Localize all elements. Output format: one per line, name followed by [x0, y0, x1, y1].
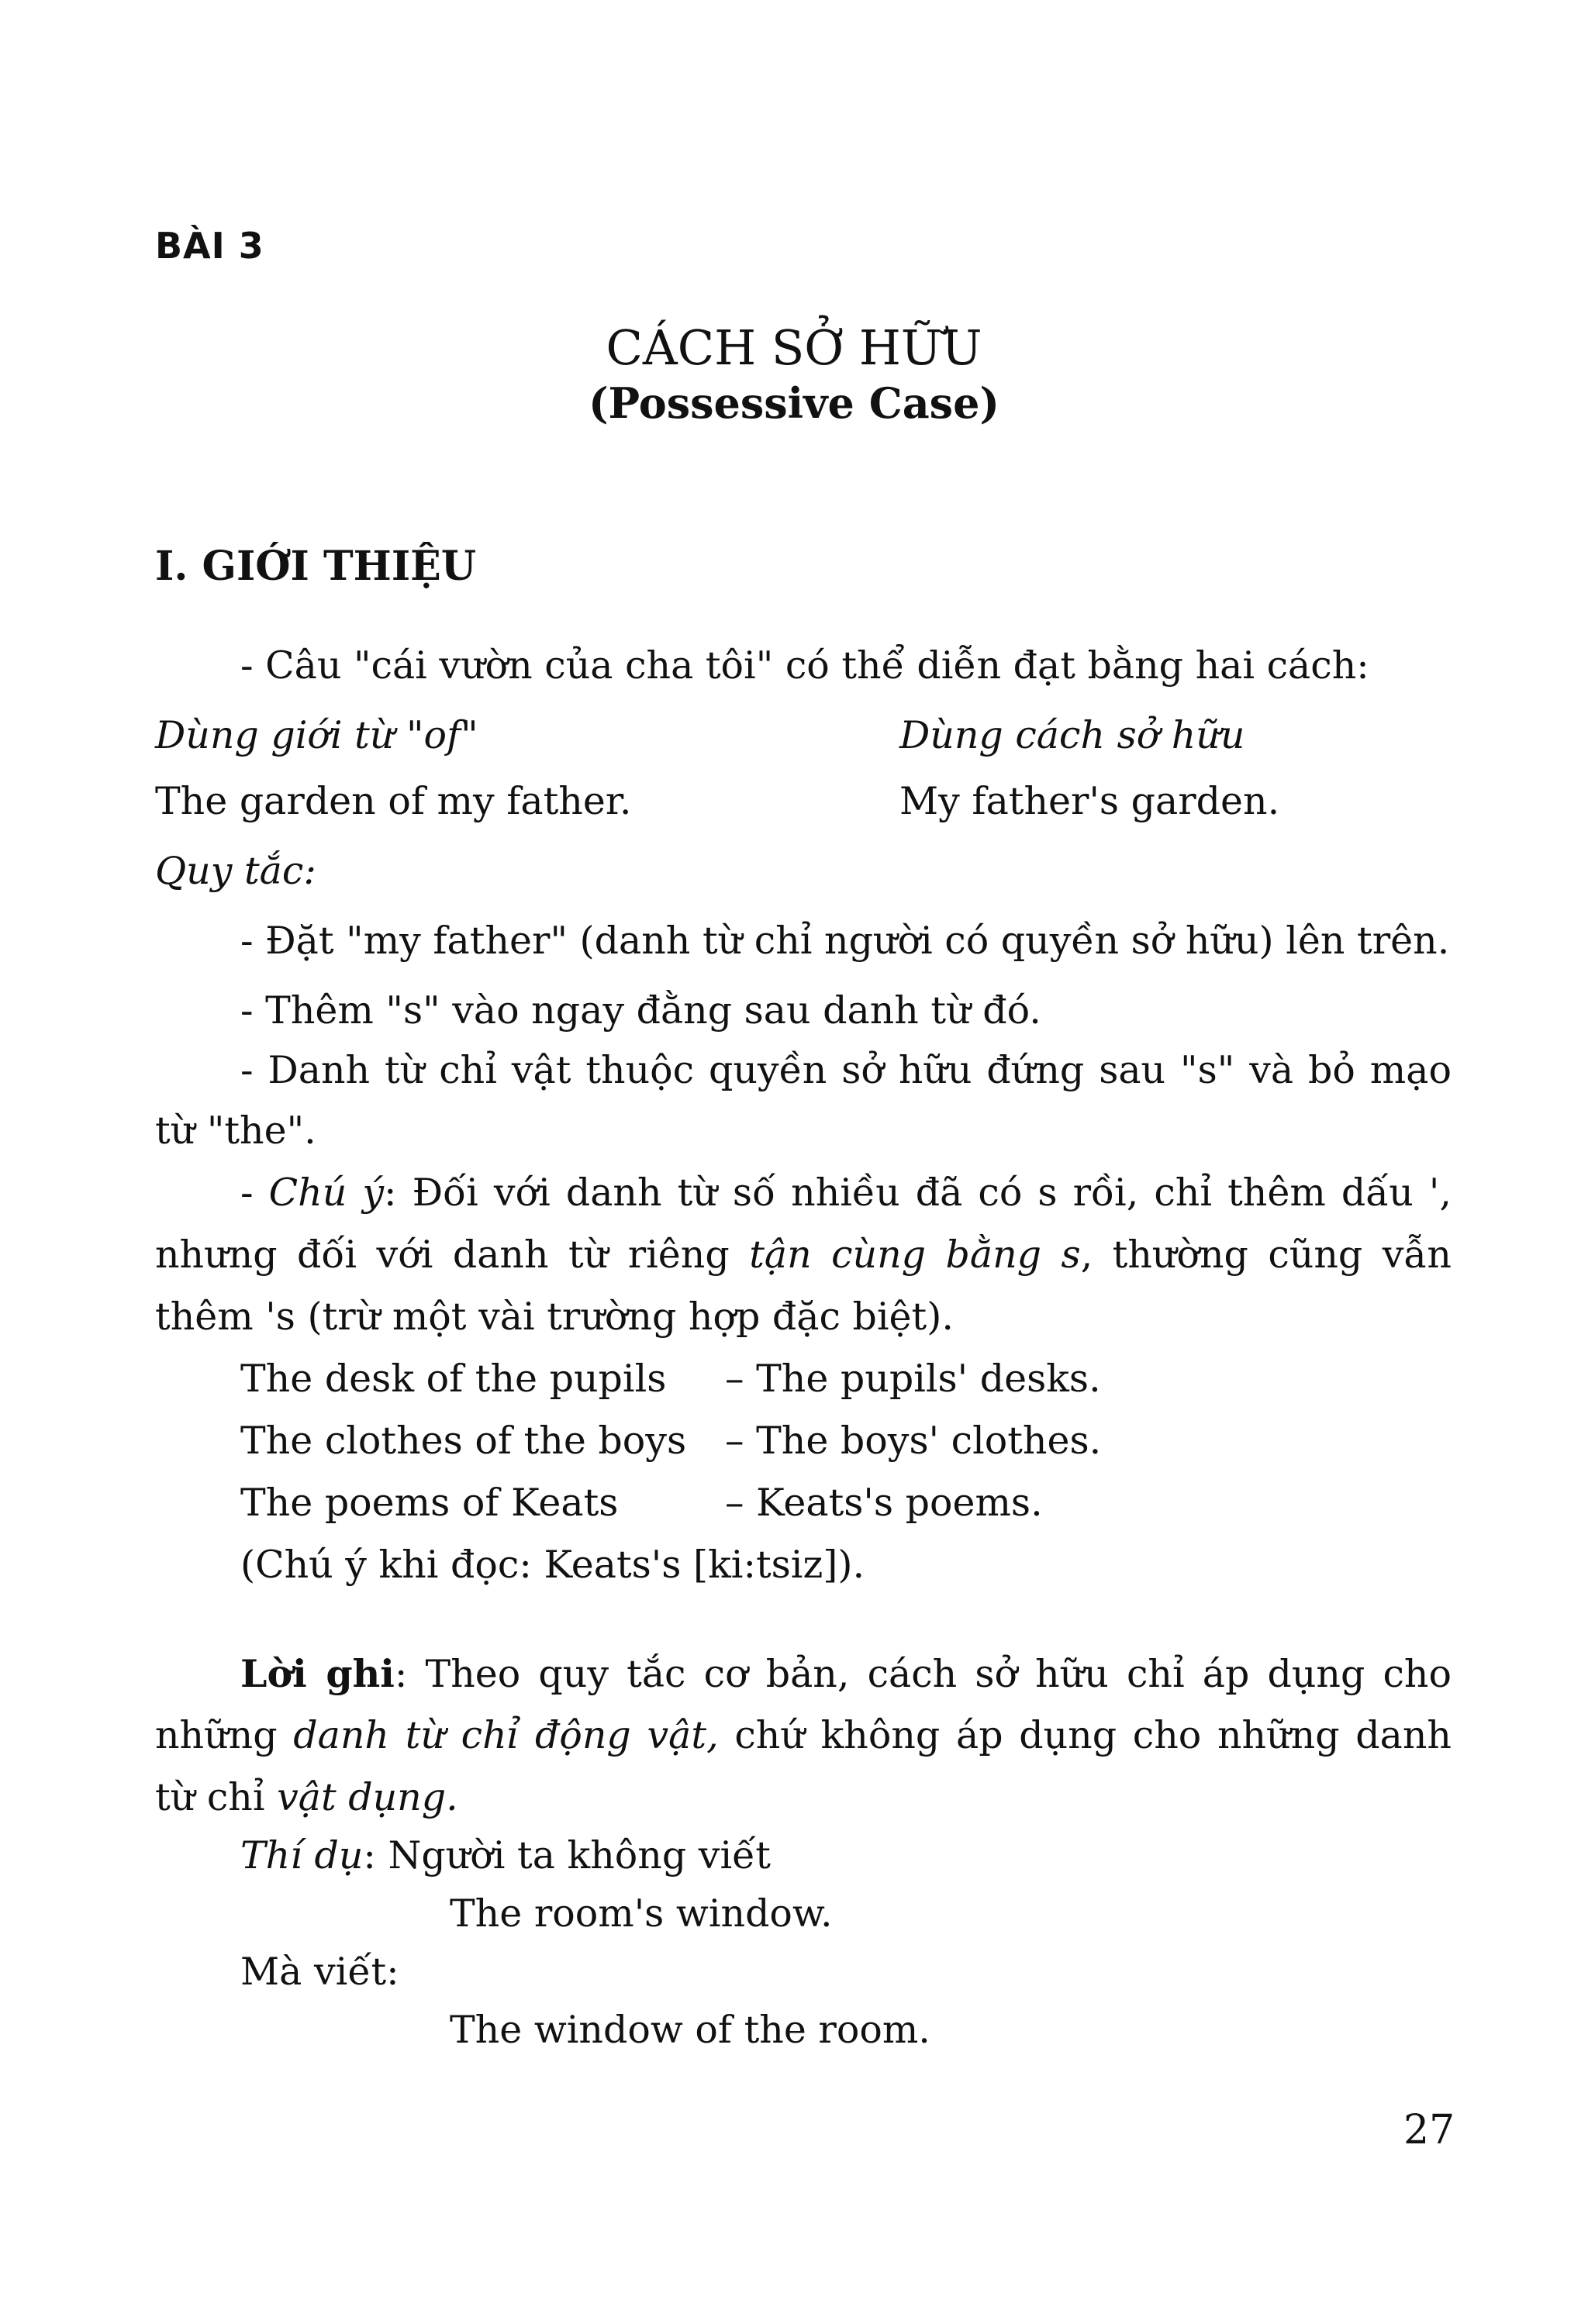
example-intro: Thí dụ: Người ta không viết: [240, 1833, 771, 1877]
example-label: Thí dụ: [240, 1833, 364, 1877]
example-right-1: – The pupils' desks.: [725, 1357, 1101, 1401]
column-left-heading: Dùng giới từ "of": [155, 713, 478, 757]
rule-2: - Thêm "s" vào ngay đằng sau danh từ đó.: [240, 988, 1041, 1033]
example-right-3: – Keats's poems.: [725, 1481, 1043, 1525]
rule-3-line-1: - Danh từ chỉ vật thuộc quyền sở hữu đứng sau "s" và bỏ mạo: [240, 1048, 1452, 1092]
column-right-example: My father's garden.: [899, 779, 1280, 823]
rule-1: - Đặt "my father" (danh từ chỉ người có quyền sở hữu) lên trên.: [240, 919, 1450, 963]
remark-label: Lời ghi: [240, 1651, 395, 1696]
example-right-2: – The boys' clothes.: [725, 1419, 1102, 1463]
remark-line-3: từ chỉ vật dụng.: [155, 1775, 458, 1819]
example-left-2: The clothes of the boys: [240, 1419, 687, 1463]
note-label: Chú ý: [268, 1171, 385, 1215]
right-example: The window of the room.: [450, 2008, 930, 2052]
pronunciation-note: (Chú ý khi đọc: Keats's [ki:tsiz]).: [240, 1543, 865, 1587]
remark-line-1: Lời ghi: Theo quy tắc cơ bản, cách sở hữu chỉ áp dụng cho: [240, 1651, 1452, 1696]
rule-label: Quy tắc:: [155, 849, 316, 893]
note-line-3: thêm 's (trừ một vài trường hợp đặc biệt).: [155, 1295, 954, 1339]
page-number: 27: [1403, 2107, 1455, 2153]
note-line-2: nhưng đối với danh từ riêng tận cùng bằng s, thường cũng vẫn: [155, 1233, 1452, 1277]
example-left-1: The desk of the pupils: [240, 1357, 667, 1401]
section-heading: I. GIỚI THIỆU: [155, 543, 477, 590]
example-left-3: The poems of Keats: [240, 1481, 619, 1525]
wrong-example: The room's window.: [450, 1891, 833, 1936]
intro-line: - Câu "cái vườn của cha tôi" có thể diễn đạt bằng hai cách:: [240, 643, 1369, 688]
but-label: Mà viết:: [240, 1950, 399, 1994]
note-line-1: - Chú ý: Đối với danh từ số nhiều đã có s rồi, chỉ thêm dấu ',: [240, 1171, 1452, 1215]
column-right-heading: Dùng cách sở hữu: [899, 713, 1245, 757]
page-subtitle: (Possessive Case): [588, 378, 999, 428]
lesson-label: BÀI 3: [155, 225, 264, 267]
rule-3-line-2: từ "the".: [155, 1109, 316, 1153]
remark-line-2: những danh từ chỉ động vật, chứ không áp dụng cho những danh: [155, 1713, 1452, 1757]
page-title: CÁCH SỞ HỮU: [606, 319, 982, 376]
column-left-example: The garden of my father.: [155, 779, 632, 823]
